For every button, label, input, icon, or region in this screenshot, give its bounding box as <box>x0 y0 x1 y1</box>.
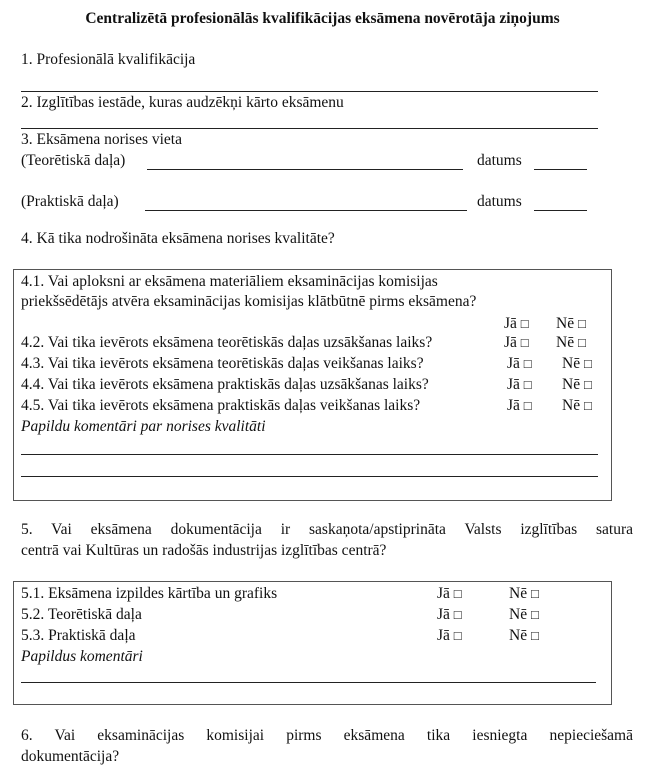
item-5-1-label: 5.1. Eksāmena izpildes kārtība un grafiks <box>21 585 278 602</box>
item-5-2-label: 5.2. Teorētiskā daļa <box>21 606 142 623</box>
theory-date-line[interactable] <box>534 169 587 170</box>
item-5-1-yes[interactable]: Jā □ <box>437 585 462 602</box>
item-5-3-label: 5.3. Praktiskā daļa <box>21 627 136 644</box>
item-4-3-yes[interactable]: Jā □ <box>507 355 532 372</box>
checkbox-icon[interactable]: □ <box>530 586 539 601</box>
checkbox-icon[interactable]: □ <box>583 356 592 371</box>
checkbox-icon[interactable]: □ <box>530 628 539 643</box>
question-1-answer-line[interactable] <box>21 91 598 92</box>
item-4-1-no[interactable]: Nē □ <box>556 315 586 332</box>
item-4-3-label: 4.3. Vai tika ievērots eksāmena teorētiskās daļas veikšanas laiks? <box>21 355 424 372</box>
checkbox-icon[interactable]: □ <box>583 398 592 413</box>
question-1-label: 1. Profesionālā kvalifikācija <box>21 51 196 68</box>
checkbox-icon[interactable]: □ <box>577 335 586 350</box>
checkbox-icon[interactable]: □ <box>577 316 586 331</box>
practice-date-line[interactable] <box>534 210 587 211</box>
item-5-2-no[interactable]: Nē □ <box>509 606 539 623</box>
checkbox-icon[interactable]: □ <box>523 398 532 413</box>
question-6-line-2: dokumentācija? <box>21 748 120 765</box>
checkbox-icon[interactable]: □ <box>530 607 539 622</box>
item-4-4-label: 4.4. Vai tika ievērots eksāmena praktiskās daļas uzsākšanas laiks? <box>21 376 429 393</box>
question-5-label-line-1: 5. Vai eksāmena dokumentācija ir saskaņota/apstiprināta Valsts izglītības satura <box>21 521 633 538</box>
item-4-4-no[interactable]: Nē □ <box>562 376 592 393</box>
checkbox-icon[interactable]: □ <box>583 377 592 392</box>
item-5-1-no[interactable]: Nē □ <box>509 585 539 602</box>
item-4-5-yes[interactable]: Jā □ <box>507 397 532 414</box>
item-4-5-label: 4.5. Vai tika ievērots eksāmena praktiskās daļas veikšanas laiks? <box>21 397 421 414</box>
item-4-3-no[interactable]: Nē □ <box>562 355 592 372</box>
theory-date-label: datums <box>477 152 522 169</box>
item-5-3-no[interactable]: Nē □ <box>509 627 539 644</box>
item-4-5-no[interactable]: Nē □ <box>562 397 592 414</box>
question-4-label: 4. Kā tika nodrošināta eksāmena norises kvalitāte? <box>21 230 335 247</box>
question-5-comment-line[interactable] <box>21 682 596 683</box>
theory-part-label: (Teorētiskā daļa) <box>21 152 126 169</box>
question-5-comments-label: Papildus komentāri <box>21 648 143 665</box>
question-3-label: 3. Eksāmena norises vieta <box>21 131 182 148</box>
item-4-4-yes[interactable]: Jā □ <box>507 376 532 393</box>
item-4-1-line-2: priekšsēdētājs atvēra eksaminācijas komisijas klātbūtnē pirms eksāmena? <box>21 293 477 310</box>
item-4-2-yes[interactable]: Jā □ <box>504 334 529 351</box>
question-2-label: 2. Izglītības iestāde, kuras audzēkņi kārto eksāmenu <box>21 94 344 111</box>
item-5-3-yes[interactable]: Jā □ <box>437 627 462 644</box>
practice-part-label: (Praktiskā daļa) <box>21 193 119 210</box>
theory-place-line[interactable] <box>147 169 463 170</box>
question-6-line-1: 6. Vai eksaminācijas komisijai pirms eksāmena tika iesniegta nepieciešamā <box>21 727 633 744</box>
checkbox-icon[interactable]: □ <box>453 586 462 601</box>
checkbox-icon[interactable]: □ <box>523 377 532 392</box>
checkbox-icon[interactable]: □ <box>523 356 532 371</box>
checkbox-icon[interactable]: □ <box>453 607 462 622</box>
practice-place-line[interactable] <box>145 210 467 211</box>
question-4-comment-line-2[interactable] <box>21 476 598 477</box>
item-4-1-line-1: 4.1. Vai aploksni ar eksāmena materiāliem eksaminācijas komisijas <box>21 273 438 290</box>
document-title: Centralizētā profesionālās kvalifikācijas eksāmena novērotāja ziņojums <box>85 10 560 27</box>
checkbox-icon[interactable]: □ <box>453 628 462 643</box>
item-5-2-yes[interactable]: Jā □ <box>437 606 462 623</box>
question-2-answer-line[interactable] <box>21 128 598 129</box>
practice-date-label: datums <box>477 193 522 210</box>
question-4-comments-label: Papildu komentāri par norises kvalitāti <box>21 418 266 435</box>
question-5-label-line-2: centrā vai Kultūras un radošās industrijas izglītības centrā? <box>21 542 387 559</box>
question-4-comment-line-1[interactable] <box>21 454 598 455</box>
item-4-2-no[interactable]: Nē □ <box>556 334 586 351</box>
checkbox-icon[interactable]: □ <box>520 316 529 331</box>
checkbox-icon[interactable]: □ <box>520 335 529 350</box>
item-4-2-label: 4.2. Vai tika ievērots eksāmena teorētiskās daļas uzsākšanas laiks? <box>21 334 433 351</box>
item-4-1-yes[interactable]: Jā □ <box>504 315 529 332</box>
